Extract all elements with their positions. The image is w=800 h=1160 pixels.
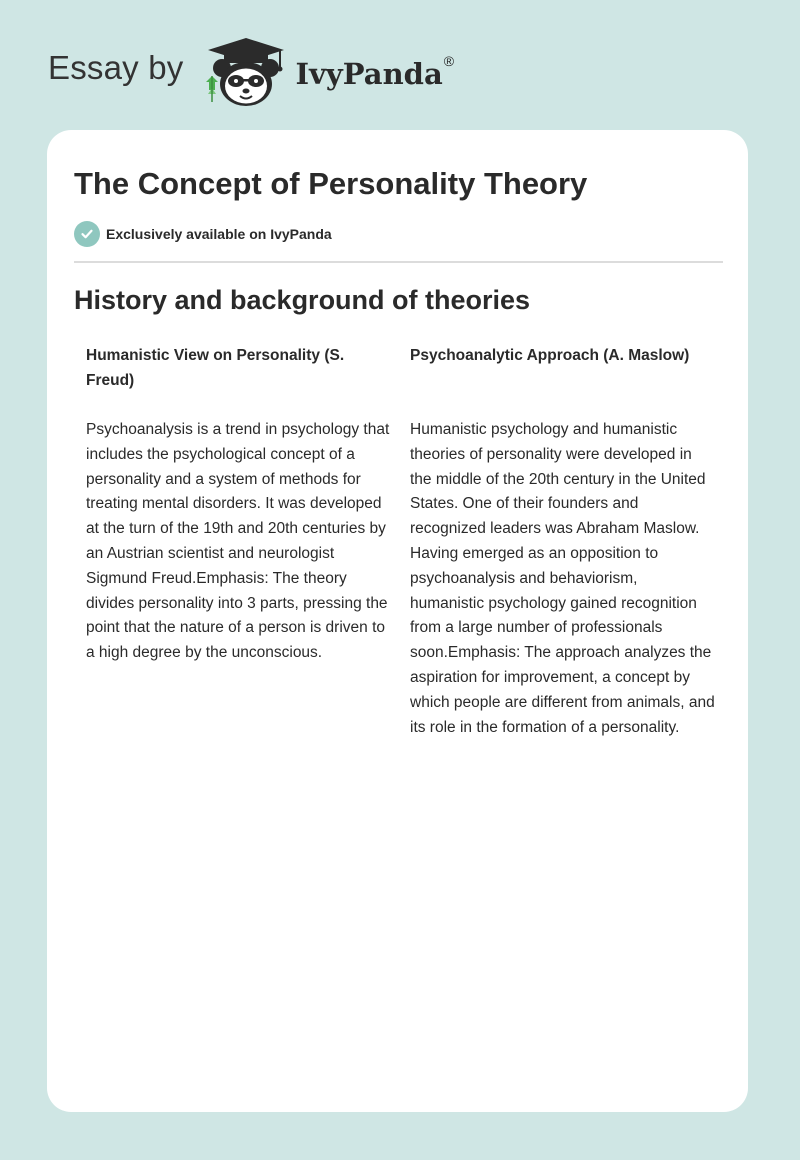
- check-circle-icon: [74, 221, 100, 247]
- column-body: Humanistic psychology and humanistic theories of personality were developed in the middle of the 20th century in the United States. One of their founders and recognized leaders was Abraham Maslow. Having emerged as an opposition to psychoanalysis and behaviorism, humanistic psychology gained recognition from a large number of professionals soon.Emphasis: The approach analyzes the aspiration for improvement, a concept by which people are different from animals, and its role in the formation of a personality.: [410, 421, 715, 736]
- registered-mark: ®: [443, 53, 455, 69]
- essay-by-label: Essay by: [48, 49, 184, 86]
- divider: [74, 261, 723, 263]
- page-title: The Concept of Personality Theory: [74, 166, 588, 201]
- column-maslow: [410, 343, 715, 740]
- column-heading: Humanistic View on Personality (S. Freud): [86, 347, 345, 389]
- site-header: [48, 36, 454, 108]
- brand-name[interactable]: IvyPanda®: [295, 53, 455, 91]
- panda-graduation-cap-icon[interactable]: [198, 36, 294, 108]
- badge-text: Exclusively available on IvyPanda: [106, 226, 332, 242]
- column-heading: Psychoanalytic Approach (A. Maslow): [410, 347, 690, 364]
- column-freud: [86, 343, 391, 666]
- column-body: Psychoanalysis is a trend in psychology that includes the psychological concept of a personality and a system of methods for treating mental disorders. It was developed at the turn of the 19th and 20th centuries by an Austrian scientist and neurologist Sigmund Freud.Emphasis: The theory divides personality into 3 parts, pressing the point that the nature of a person is driven to a high degree by the unconscious.: [86, 421, 390, 662]
- exclusive-badge: [74, 221, 332, 247]
- document-card: [47, 130, 748, 1112]
- section-title: History and background of theories: [74, 285, 531, 315]
